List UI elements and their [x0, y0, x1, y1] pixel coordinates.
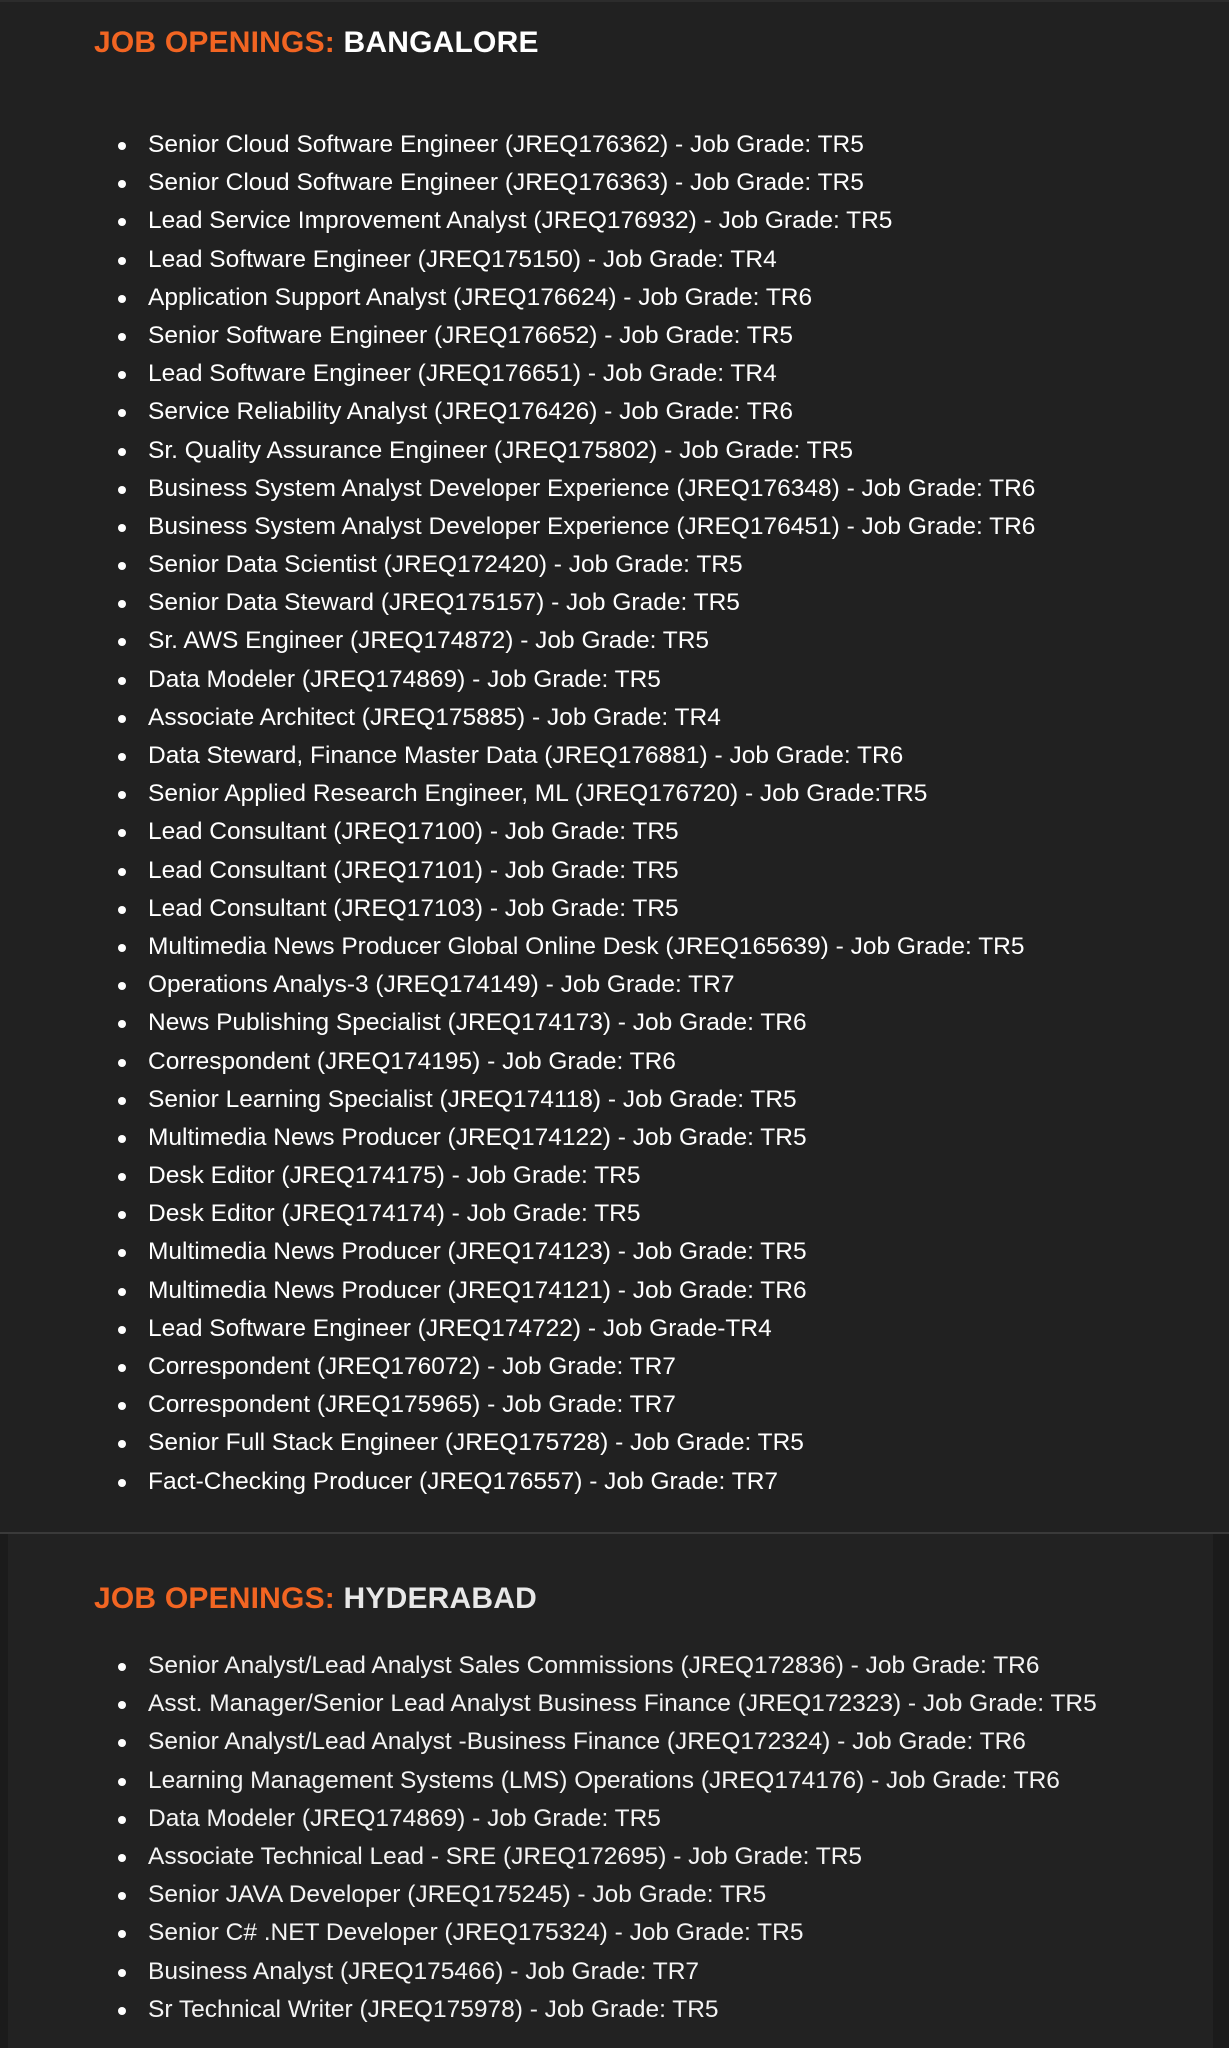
job-title-text[interactable]: Multimedia News Producer (JREQ174121) - Job Grade: TR6: [148, 1276, 807, 1304]
job-title-text[interactable]: Fact-Checking Producer (JREQ176557) - Job Grade: TR7: [148, 1467, 779, 1495]
job-title-text[interactable]: Lead Software Engineer (JREQ175150) - Job Grade: TR4: [148, 245, 777, 273]
job-title-text[interactable]: Multimedia News Producer (JREQ174122) - Job Grade: TR5: [148, 1123, 807, 1151]
job-title-text[interactable]: Lead Consultant (JREQ17101) - Job Grade: TR5: [148, 856, 679, 884]
bullet-icon: [118, 1059, 126, 1067]
job-title-text[interactable]: Correspondent (JREQ176072) - Job Grade: TR7: [148, 1353, 676, 1380]
job-list-item[interactable]: [148, 1043, 1035, 1081]
bullet-icon: [118, 257, 126, 265]
job-list-item[interactable]: [148, 1195, 1035, 1233]
bullet-icon: [118, 448, 126, 456]
job-list-item[interactable]: [148, 1914, 1097, 1952]
job-title-text[interactable]: Senior JAVA Developer (JREQ175245) - Job Grade: TR5: [148, 1881, 767, 1909]
job-title-text[interactable]: Data Modeler (JREQ174869) - Job Grade: TR5: [148, 665, 661, 693]
bullet-icon: [118, 1701, 126, 1709]
job-list-item[interactable]: [148, 164, 1035, 202]
bullet-icon: [118, 486, 126, 494]
job-list-item[interactable]: [148, 1647, 1097, 1685]
bullet-icon: [118, 600, 126, 608]
job-title-text[interactable]: Correspondent (JREQ175965) - Job Grade: TR7: [148, 1391, 676, 1419]
bullet-icon: [118, 1173, 126, 1181]
job-title-text[interactable]: Business System Analyst Developer Experience (JREQ176451) - Job Grade: TR6: [148, 512, 1036, 540]
job-list-item[interactable]: [148, 355, 1035, 393]
heading-prefix: JOB OPENINGS:: [94, 1582, 335, 1615]
bullet-icon: [118, 1288, 126, 1296]
job-list-item[interactable]: [148, 928, 1035, 966]
job-title-text[interactable]: Senior C# .NET Developer (JREQ175324) - Job Grade: TR5: [148, 1919, 804, 1947]
job-title-text[interactable]: Senior Cloud Software Engineer (JREQ176363) - Job Grade: TR5: [148, 169, 864, 197]
job-title-text[interactable]: Business Analyst (JREQ175466) - Job Grade: TR7: [148, 1957, 700, 1985]
job-title-text[interactable]: Senior Learning Specialist (JREQ174118) - Job Grade: TR5: [148, 1085, 797, 1113]
job-title-text[interactable]: Sr. Quality Assurance Engineer (JREQ175802) - Job Grade: TR5: [148, 436, 853, 464]
bullet-icon: [118, 1211, 126, 1219]
job-title-text[interactable]: Associate Technical Lead - SRE (JREQ172695) - Job Grade: TR5: [148, 1842, 863, 1870]
job-list-item[interactable]: [148, 1348, 1035, 1386]
job-list-item[interactable]: [148, 546, 1035, 584]
bullet-icon: [118, 371, 126, 379]
job-list-item[interactable]: [148, 432, 1035, 470]
job-title-text[interactable]: Lead Consultant (JREQ17103) - Job Grade: TR5: [148, 894, 679, 922]
job-list-item[interactable]: [148, 1762, 1097, 1800]
bullet-icon: [118, 1402, 126, 1410]
job-title-text[interactable]: Senior Software Engineer (JREQ176652) - Job Grade: TR5: [148, 321, 794, 349]
bullet-icon: [118, 524, 126, 532]
heading-city: HYDERABAD: [343, 1582, 538, 1615]
job-title-text[interactable]: Business System Analyst Developer Experience (JREQ176348) - Job Grade: TR6: [148, 474, 1036, 502]
job-list-item[interactable]: [148, 126, 1035, 164]
job-title-text[interactable]: Desk Editor (JREQ174174) - Job Grade: TR5: [148, 1200, 641, 1228]
job-title-text[interactable]: Learning Management Systems (LMS) Operations (JREQ174176) - Job Grade: TR6: [148, 1766, 1060, 1794]
bullet-icon: [118, 409, 126, 417]
job-list-item[interactable]: [148, 1953, 1097, 1991]
job-title-text[interactable]: Multimedia News Producer (JREQ174123) - Job Grade: TR5: [148, 1238, 807, 1266]
job-title-text[interactable]: Lead Software Engineer (JREQ174722) - Job Grade-TR4: [148, 1314, 772, 1342]
bangalore-job-list: [148, 126, 1035, 1501]
job-list-item[interactable]: [148, 1310, 1035, 1348]
bullet-icon: [118, 944, 126, 952]
job-title-text[interactable]: Data Steward, Finance Master Data (JREQ176881) - Job Grade: TR6: [148, 742, 904, 769]
job-list-item[interactable]: [148, 699, 1035, 737]
job-list-item[interactable]: [148, 813, 1035, 851]
hyderabad-heading: [94, 1582, 537, 1616]
job-list-item[interactable]: [148, 1233, 1035, 1271]
bullet-icon: [118, 295, 126, 303]
job-title-text[interactable]: Senior Analyst/Lead Analyst Sales Commissions (JREQ172836) - Job Grade: TR6: [148, 1652, 1040, 1679]
job-title-text[interactable]: Sr. AWS Engineer (JREQ174872) - Job Grade: TR5: [148, 627, 710, 655]
job-list-item[interactable]: [148, 317, 1035, 355]
bullet-icon: [118, 1326, 126, 1334]
job-list-item[interactable]: [148, 202, 1035, 240]
job-list-item[interactable]: [148, 966, 1035, 1004]
job-title-text[interactable]: Senior Analyst/Lead Analyst -Business Finance (JREQ172324) - Job Grade: TR6: [148, 1728, 1026, 1756]
job-title-text[interactable]: Associate Architect (JREQ175885) - Job Grade: TR4: [148, 703, 721, 731]
bullet-icon: [118, 1364, 126, 1372]
job-list-item[interactable]: [148, 1157, 1035, 1195]
bullet-icon: [118, 180, 126, 188]
job-list-item[interactable]: [148, 622, 1035, 660]
job-title-text[interactable]: News Publishing Specialist (JREQ174173) - Job Grade: TR6: [148, 1009, 807, 1037]
job-list-item[interactable]: [148, 1272, 1035, 1310]
bullet-icon: [118, 1892, 126, 1900]
job-list-item[interactable]: [148, 1723, 1097, 1761]
hyderabad-panel: [8, 1534, 1213, 2048]
job-list-item[interactable]: [148, 508, 1035, 546]
bullet-icon: [118, 2007, 126, 2015]
bullet-icon: [118, 982, 126, 990]
job-title-text[interactable]: Sr Technical Writer (JREQ175978) - Job Grade: TR5: [148, 1995, 719, 2023]
bullet-icon: [118, 715, 126, 723]
job-list-item[interactable]: [148, 1685, 1097, 1723]
job-list-item[interactable]: [148, 1991, 1097, 2029]
job-title-text[interactable]: Application Support Analyst (JREQ176624) - Job Grade: TR6: [148, 283, 813, 311]
bullet-icon: [118, 562, 126, 570]
bullet-icon: [118, 1969, 126, 1977]
bullet-icon: [118, 333, 126, 341]
bullet-icon: [118, 1663, 126, 1671]
job-title-text[interactable]: Lead Software Engineer (JREQ176651) - Job Grade: TR4: [148, 360, 777, 388]
job-list-item[interactable]: [148, 852, 1035, 890]
job-list-item[interactable]: [148, 1424, 1035, 1462]
bullet-icon: [118, 791, 126, 799]
job-title-text[interactable]: Senior Data Scientist (JREQ172420) - Job Grade: TR5: [148, 551, 743, 579]
job-title-text[interactable]: Senior Applied Research Engineer, ML (JREQ176720) - Job Grade:TR5: [148, 780, 928, 808]
job-title-text[interactable]: Senior Data Steward (JREQ175157) - Job Grade: TR5: [148, 589, 740, 617]
job-title-text[interactable]: Lead Consultant (JREQ17100) - Job Grade: TR5: [148, 818, 679, 846]
job-list-item[interactable]: [148, 661, 1035, 699]
job-list-item[interactable]: [148, 279, 1035, 317]
bullet-icon: [118, 1097, 126, 1105]
job-title-text[interactable]: Correspondent (JREQ174195) - Job Grade: TR6: [148, 1047, 676, 1075]
job-list-item[interactable]: [148, 1838, 1097, 1876]
bullet-icon: [118, 1440, 126, 1448]
bullet-icon: [118, 1854, 126, 1862]
job-list-item[interactable]: [148, 241, 1035, 279]
job-list-item[interactable]: [148, 1004, 1035, 1042]
job-list-item[interactable]: [148, 1800, 1097, 1838]
heading-city: BANGALORE: [343, 26, 539, 59]
job-title-text[interactable]: Senior Full Stack Engineer (JREQ175728) - Job Grade: TR5: [148, 1429, 804, 1457]
bullet-icon: [118, 142, 126, 150]
hyderabad-job-list: [148, 1647, 1097, 2029]
bullet-icon: [118, 753, 126, 761]
job-list-item[interactable]: [148, 1876, 1097, 1914]
bullet-icon: [118, 1778, 126, 1786]
heading-prefix: JOB OPENINGS:: [94, 26, 335, 59]
job-title-text[interactable]: Data Modeler (JREQ174869) - Job Grade: TR5: [148, 1804, 661, 1832]
job-title-text[interactable]: Service Reliability Analyst (JREQ176426) - Job Grade: TR6: [148, 398, 793, 426]
job-list-item[interactable]: [148, 737, 1035, 775]
bangalore-heading: [94, 26, 539, 60]
bullet-icon: [118, 1816, 126, 1824]
bullet-icon: [118, 677, 126, 685]
job-list-item[interactable]: [148, 775, 1035, 813]
bullet-icon: [118, 1739, 126, 1747]
job-title-text[interactable]: Operations Analys-3 (JREQ174149) - Job Grade: TR7: [148, 971, 735, 999]
bullet-icon: [118, 829, 126, 837]
bullet-icon: [118, 1020, 126, 1028]
job-list-item[interactable]: [148, 393, 1035, 431]
bullet-icon: [118, 1930, 126, 1938]
job-list-item[interactable]: [148, 470, 1035, 508]
job-title-text[interactable]: Desk Editor (JREQ174175) - Job Grade: TR5: [148, 1162, 641, 1190]
job-list-item[interactable]: [148, 1081, 1035, 1119]
job-title-text[interactable]: Asst. Manager/Senior Lead Analyst Business Finance (JREQ172323) - Job Grade: TR5: [148, 1690, 1097, 1718]
bullet-icon: [118, 1249, 126, 1257]
job-list-item[interactable]: [148, 1463, 1035, 1501]
bullet-icon: [118, 1479, 126, 1487]
bullet-icon: [118, 868, 126, 876]
bullet-icon: [118, 218, 126, 226]
job-list-item[interactable]: [148, 890, 1035, 928]
bullet-icon: [118, 1135, 126, 1143]
job-title-text[interactable]: Lead Service Improvement Analyst (JREQ176932) - Job Grade: TR5: [148, 207, 893, 235]
bullet-icon: [118, 906, 126, 914]
job-list-item[interactable]: [148, 1119, 1035, 1157]
job-list-item[interactable]: [148, 584, 1035, 622]
bullet-icon: [118, 638, 126, 646]
job-title-text[interactable]: Multimedia News Producer Global Online Desk (JREQ165639) - Job Grade: TR5: [148, 932, 1025, 960]
hyderabad-section: [0, 1534, 1229, 2048]
job-title-text[interactable]: Senior Cloud Software Engineer (JREQ176362) - Job Grade: TR5: [148, 131, 864, 158]
job-list-item[interactable]: [148, 1386, 1035, 1424]
